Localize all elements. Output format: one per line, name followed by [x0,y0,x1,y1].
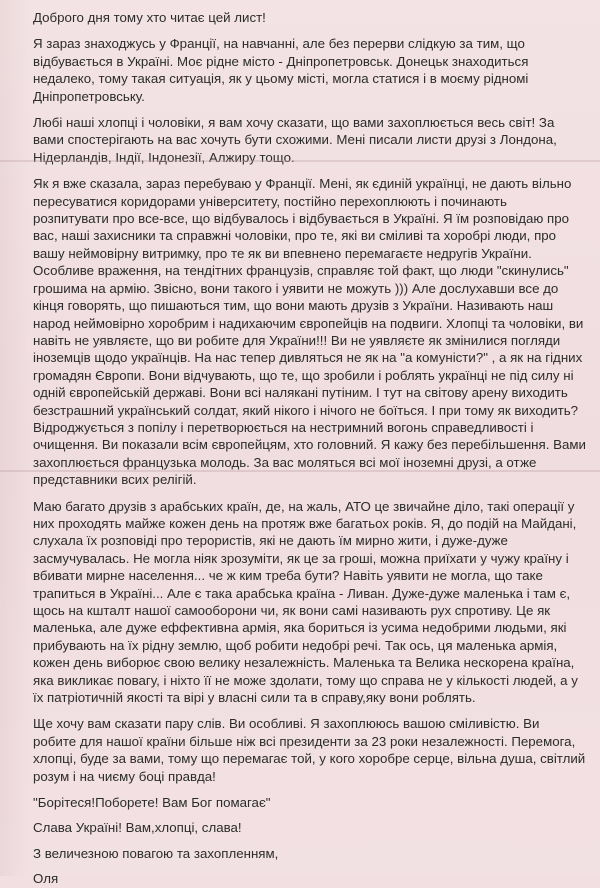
paper-fold-line [0,470,600,472]
letter-paragraph-france-studies: Я зараз знаходжусь у Франції, на навчанні, але без перерви слідкую за тим, що відбувається в Україні. Моє рідне місто - Дніпропетровськ. Донецьк знаходиться недалеко, тому такая ситуація, як у цьому місті, могла статися і в моєму рідномі Дніпропетровську. [33,36,529,104]
letter-paragraph-world-admires: Любі наші хлопці і чоловіки, я вам хочу сказати, що вами захоплюється весь світ! За вами спостерігають на вас хочуть бути схожими. Мені писали листи друзі з Лондона, Нідерландів, Індії, Індонезії, Алжиру тощо. [33,115,557,165]
letter-paragraph-in-france: Як я вже сказала, зараз перебуваю у Франції. Мені, як єдиній українці, не дають вільно пересуватися коридорами університету, постійно перехоплюють і починають розпитувати про все-все, що відбувалось і відбувається в Україні. Я їм розповідаю про вас, наші захисники та справжні чоловіки, про те, які ви сміливі та хоробрі люди, про вашу неймовірну витримку, про те як ви впевнено перемагаєте недругів України. Особливе враження, на тендітних французів, справляє той факт, що люди "скинулись" грошима на армію. Звісно, вони такого і уявити не можуть ))) Але дослухавши все до кінця говорять, що пишаються тим, що вони мають друзів з України. Називають наш народ неймовірно хоробрим і надихаючим європейців на подвиги. Хлопці та чоловіки, ви навіть не уявляєте, що ви робите для України!!! Ви не уявляєте як змінилися погляди іноземців щодо українців. На нас тепер дивляться не як на "а комуністи?" , а як на гідних громадян Європи. Вони відчувають, що те, що зробили і роблять українці не під силу ні одній європейській державі. Вони всі налякані путіним. І тут на світову арену виходить безстрашний український солдат, який нікого і нічого не боїться. І при тому як виходить? Відроджується з попілу і перетворюється на нестримний вогонь справедливості і очищення. Ви показали всім європейцям, хто головний. Я кажу без перебільшення. Вами захоплюється французька молодь. За вас моляться всі мої іноземні друзі, а отже представники всих релігій. [33,176,586,488]
letter-slava: Слава Україні! Вам,хлопці, слава! [33,820,242,836]
letter-closing: З величезною повагою та захопленням, [33,845,279,861]
letter-paragraph-you-are-special: Ще хочу вам сказати пару слів. Ви особливі. Я захоплююсь вашою сміливістю. Ви робите для нашої країни більше ніж всі президенти за 23 роки незалежності. Перемога, хлопці, буде за вами, тому що перемагає той, у кого хоробре серце, вільна душа, світлий розум і на чиєму боці правда! [33,716,586,784]
letter-greeting: Доброго дня тому хто читає цей лист! [33,10,266,25]
letter-motto: "Борітеся!Поборете! Вам Бог помагає" [33,795,271,811]
paper-fold-line [0,160,600,162]
letter-signature: Оля [33,871,59,887]
letter-paragraph-arab-friends: Маю багато друзів з арабських країн, де, на жаль, АТО це звичайне діло, такі операції у них проходять майже кожен день на протяж вже багатьох років. Я, до подій на Майдані, слухала їх розповіді про терористів, які не дають їм мирно жити, і дуже-дуже засмучувалась. Не могла ніяк зрозуміти, як це за гроші, можна приїхати у чужу країну і вбивати мирне населення... че ж ким треба бути? Навіть уявити не могла, що таке трапиться в Україні... Але є така арабська країна - Ливан. Дуже-дуже маленька і там є, щось на кшталт нашої самооборони чи, як вони самі називають рух спротиву. Це як маленька, але дуже еффективна армія, яка бориться із усима недобрими людьми, які прибувають на їх рідну землю, щоб робити недобрі речі. Так ось, ця маленька армія, кожен день виборює свою велику незалежність. Маленька та Велика нескорена країна, яка викликає повагу, і ніхто її не може здолати, тому що справа не у кількості людей, а у їх патріотичній якості та вірі у власні сили та в справу,яку вони роблять. [33,498,578,706]
